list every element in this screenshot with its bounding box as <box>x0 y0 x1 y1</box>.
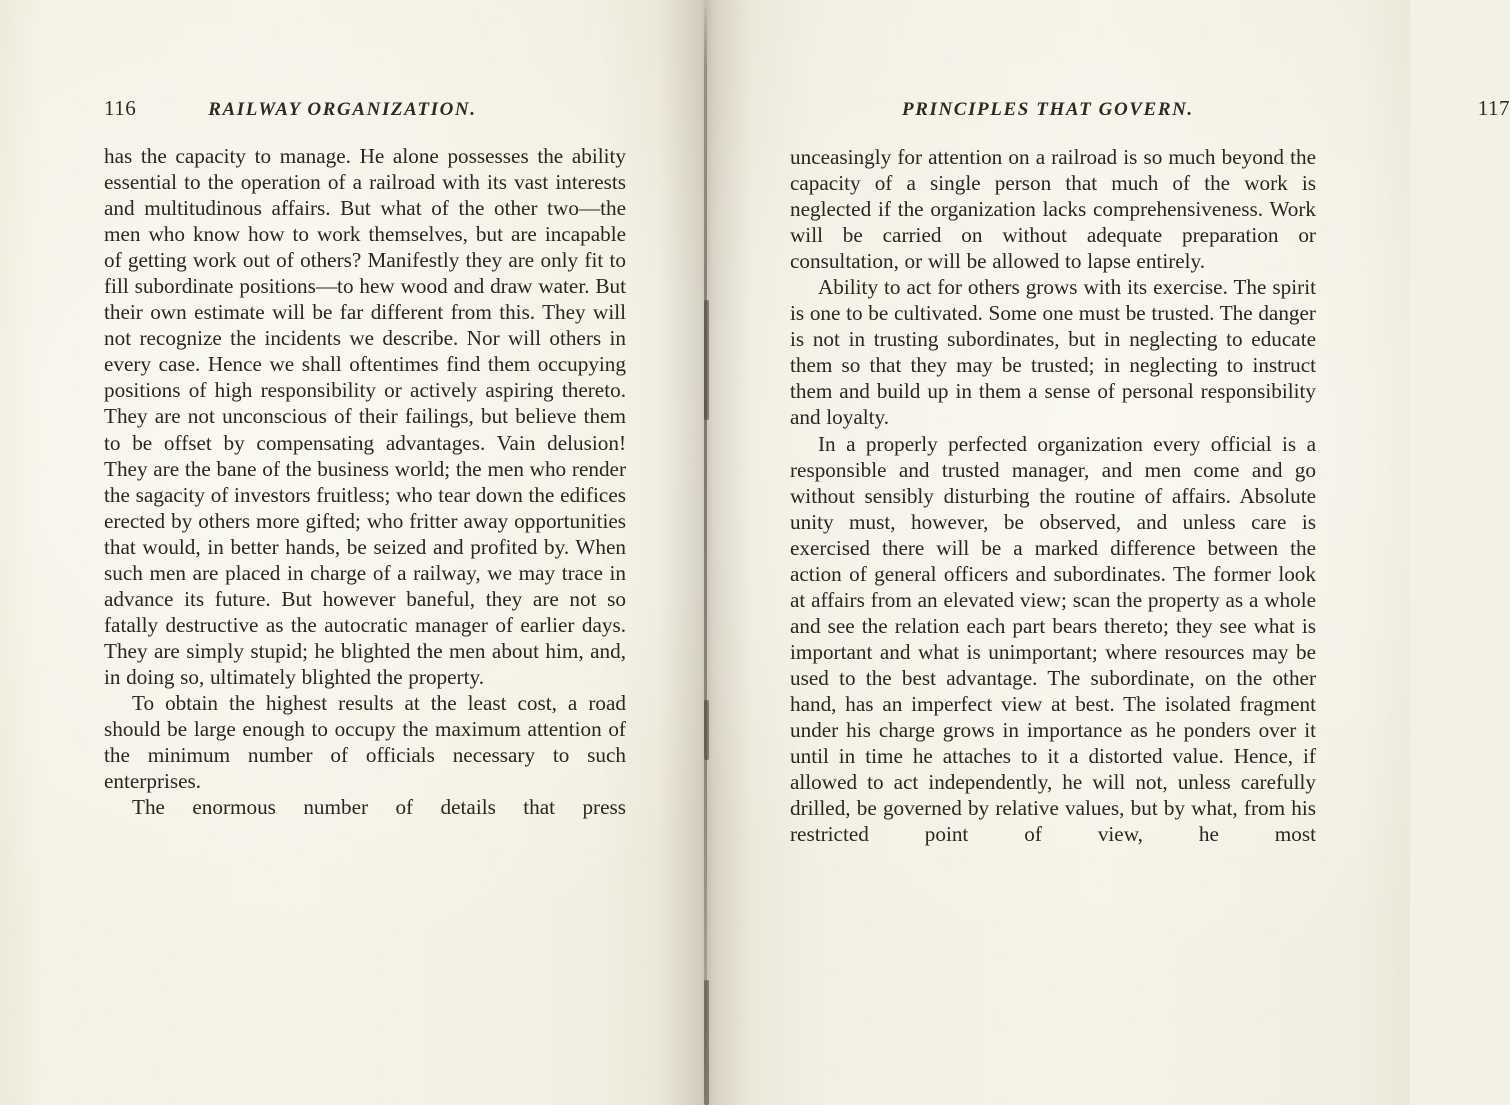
paragraph: To obtain the highest results at the least cost, a road should be large enough to occupy the maximum attention of the minimum number of officials necessary to such enterprises. <box>104 690 626 794</box>
left-page-number: 116 <box>104 96 137 120</box>
left-running-head <box>104 95 626 121</box>
left-running-head-title: RAILWAY ORGANIZATION. <box>208 99 477 120</box>
left-page <box>0 0 704 1105</box>
right-running-head-title: PRINCIPLES THAT GOVERN. <box>902 99 1194 120</box>
right-running-head <box>902 95 1510 121</box>
paragraph: Ability to act for others grows with its exercise. The spirit is one to be cultivated. Some one must be trusted. The danger is not in trusting subordinates, but in neglecting to educate them so that they may be trusted; in neglecting to instruct them and build up in them a sense of personal responsibility and loyalty. <box>790 275 1316 430</box>
paragraph: has the capacity to manage. He alone possesses the ability essential to the operation of a railroad with its vast interests and multitudinous affairs. But what of the other two—the men who know how to work themselves, but are incapable of getting work out of others? Manifestly they are only fit to fill subordinate positions—to hew wood and draw water. But their own estimate will be far different from this. They will not recognize the incidents we describe. Nor will others in every case. Hence we shall oftentimes find them occupying positions of high responsibility or actively aspiring thereto. They are not unconscious of their failings, but believe them to be offset by compensating advantages. Vain delusion! They are the bane of the business world; the men who render the sagacity of investors fruitless; who tear down the edifices erected by others more gifted; who fritter away opportunities that would, in better hands, be seized and profited by. When such men are placed in charge of a railway, we may trace in advance its future. But however baneful, they are not so fatally destructive as the autocratic manager of earlier days. They are simply stupid; he blighted the men about him, and, in doing so, ultimately blighted the property. <box>104 144 626 689</box>
right-page-number: 117 <box>1477 96 1510 120</box>
paragraph: In a properly perfected organization every official is a responsible and trusted manager, and men come and go without sensibly disturbing the routine of affairs. Absolute unity must, however, be observed, and unless care is exercised there will be a marked difference between the action of general officers and subordinates. The former look at affairs from an elevated view; scan the property as a whole and see the relation each part bears thereto; they see what is important and what is unimportant; where resources may be used to the best advantage. The subordinate, on the other hand, has an imperfect view at best. The isolated fragment under his charge grows in importance as he ponders over it until in time he attaches to it a distorted value. Hence, if allowed to act independently, he will not, unless carefully drilled, be governed by relative values, but by what, from his restricted point of view, he most <box>790 431 1316 847</box>
left-text-column <box>104 143 626 820</box>
right-text-column <box>790 144 1316 847</box>
paragraph: unceasingly for attention on a railroad is so much beyond the capacity of a single person that much of the work is neglected if the organization lacks comprehensiveness. Work will be carried on without adequate preparation or consultation, or will be allowed to lapse entirely. <box>790 145 1316 274</box>
right-page <box>706 0 1510 1105</box>
paragraph: The enormous number of details that press <box>132 795 626 820</box>
